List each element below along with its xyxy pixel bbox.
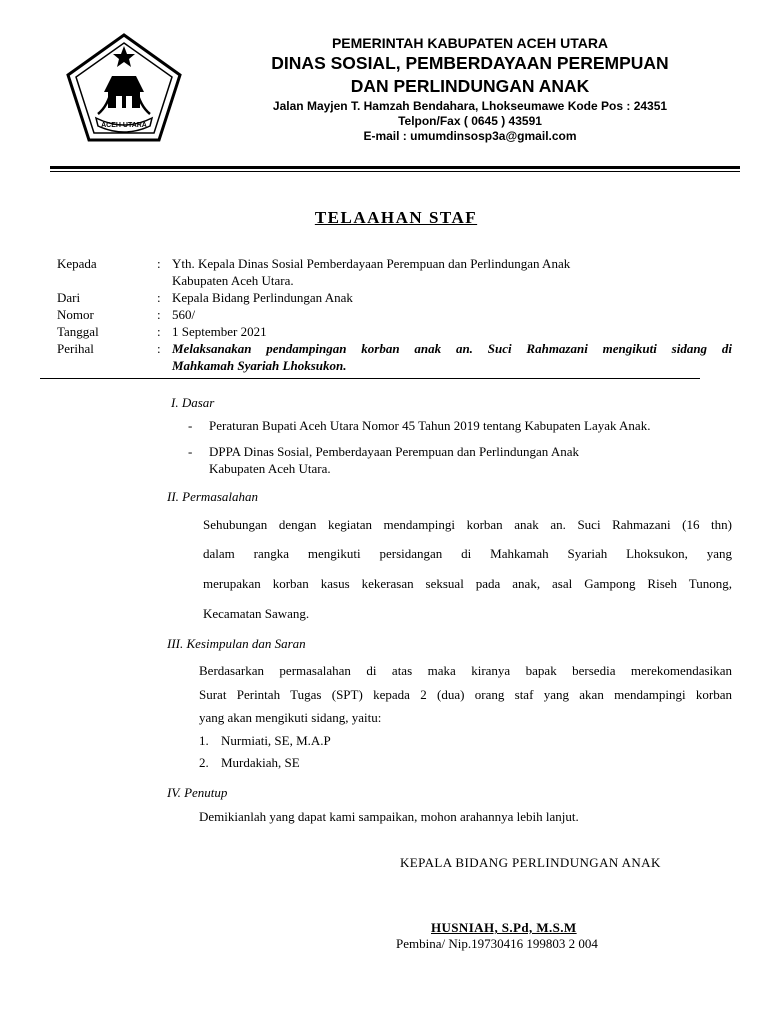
kepada-value-line1: Yth. Kepala Dinas Sosial Pemberdayaan Perempuan dan Perlindungan Anak bbox=[172, 256, 571, 271]
staff-number-1: 1. bbox=[199, 733, 209, 748]
dasar-bullet-1: - bbox=[188, 418, 193, 433]
perihal-colon: : bbox=[157, 341, 161, 356]
tanggal-value: 1 September 2021 bbox=[172, 324, 267, 339]
letterhead-email: E-mail : umumdinsosp3a@gmail.com bbox=[363, 129, 577, 143]
dasar-heading: I. Dasar bbox=[171, 395, 215, 410]
signature-name: HUSNIAH, S.Pd, M.S.M bbox=[431, 920, 577, 935]
letterhead-agency-line1: DINAS SOSIAL, PEMBERDAYAAN PEREMPUAN bbox=[271, 53, 669, 73]
nomor-value: 560/ bbox=[172, 307, 196, 322]
tanggal-label: Tanggal bbox=[57, 324, 99, 339]
permasalahan-line-2: dalam rangka mengikuti persidangan di Mahkamah Syariah Lhoksukon, yang bbox=[203, 546, 732, 561]
letterhead-phone: Telpon/Fax ( 0645 ) 43591 bbox=[398, 114, 542, 128]
kesimpulan-line-3: yang akan mengikuti sidang, yaitu: bbox=[199, 710, 382, 725]
letterhead-divider-thin bbox=[50, 171, 740, 172]
permasalahan-heading: II. Permasalahan bbox=[167, 489, 258, 504]
kesimpulan-line-1: Berdasarkan permasalahan di atas maka kiranya bapak bersedia merekomendasikan bbox=[199, 663, 732, 678]
letterhead-divider-thick bbox=[50, 166, 740, 169]
nomor-colon: : bbox=[157, 307, 161, 322]
permasalahan-line-3: merupakan korban kasus kekerasan seksual pada anak, asal Gampong Riseh Tunong, bbox=[203, 576, 732, 591]
staff-name-1: Nurmiati, SE, M.A.P bbox=[221, 733, 331, 748]
dasar-bullet-2: - bbox=[188, 444, 193, 459]
penutup-line-1: Demikianlah yang dapat kami sampaikan, mohon arahannya lebih lanjut. bbox=[199, 809, 579, 824]
kepada-colon: : bbox=[157, 256, 161, 271]
letterhead bbox=[0, 0, 768, 175]
dari-value: Kepala Bidang Perlindungan Anak bbox=[172, 290, 353, 305]
perihal-value-line2: Mahkamah Syariah Lhoksukon. bbox=[172, 358, 347, 373]
signature-nip: Pembina/ Nip.19730416 199803 2 004 bbox=[396, 936, 598, 951]
letterhead-agency-line2: DAN PERLINDUNGAN ANAK bbox=[350, 76, 590, 96]
nomor-label: Nomor bbox=[57, 307, 94, 322]
dasar-item-2-line2: Kabupaten Aceh Utara. bbox=[209, 461, 331, 476]
staff-number-2: 2. bbox=[199, 755, 209, 770]
dari-label: Dari bbox=[57, 290, 81, 305]
meta-divider bbox=[40, 378, 700, 379]
letterhead-address: Jalan Mayjen T. Hamzah Bendahara, Lhokseumawe Kode Pos : 24351 bbox=[272, 99, 668, 113]
staff-name-2: Murdakiah, SE bbox=[221, 755, 300, 770]
kesimpulan-heading: III. Kesimpulan dan Saran bbox=[167, 636, 306, 651]
permasalahan-line-4: Kecamatan Sawang. bbox=[203, 606, 310, 621]
aceh-utara-emblem-logo bbox=[64, 32, 184, 144]
kesimpulan-line-2: Surat Perintah Tugas (SPT) kepada 2 (dua) orang staf yang akan mendampingi korban bbox=[199, 687, 732, 702]
dasar-item-1: Peraturan Bupati Aceh Utara Nomor 45 Tahun 2019 tentang Kabupaten Layak Anak. bbox=[209, 418, 651, 433]
perihal-value-line1: Melaksanakan pendampingan korban anak an. Suci Rahmazani mengikuti sidang di bbox=[172, 341, 732, 356]
kepada-value-line2: Kabupaten Aceh Utara. bbox=[172, 273, 294, 288]
signature-position: KEPALA BIDANG PERLINDUNGAN ANAK bbox=[400, 855, 661, 870]
letterhead-government: PEMERINTAH KABUPATEN ACEH UTARA bbox=[331, 35, 609, 51]
dari-colon: : bbox=[157, 290, 161, 305]
tanggal-colon: : bbox=[157, 324, 161, 339]
dasar-item-2-line1: DPPA Dinas Sosial, Pemberdayaan Perempuan dan Perlindungan Anak bbox=[209, 444, 579, 459]
penutup-heading: IV. Penutup bbox=[167, 785, 228, 800]
perihal-label: Perihal bbox=[57, 341, 94, 356]
document-title: TELAAHAN STAF bbox=[314, 208, 478, 227]
permasalahan-line-1: Sehubungan dengan kegiatan mendampingi korban anak an. Suci Rahmazani (16 thn) bbox=[203, 517, 732, 532]
kepada-label: Kepada bbox=[57, 256, 97, 271]
logo-caption: ACEH UTARA bbox=[101, 122, 147, 129]
